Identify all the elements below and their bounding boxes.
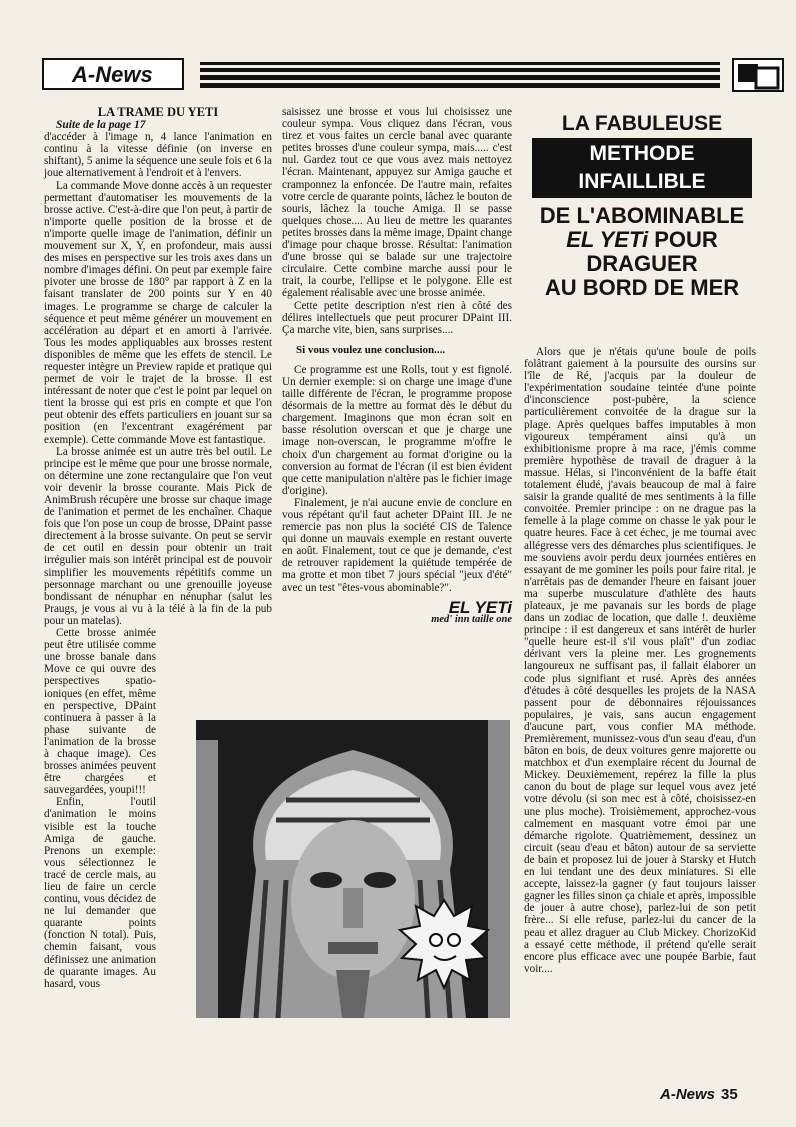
subheading: Si vous voulez une conclusion.... [296,343,446,356]
page-number: 35 [721,1086,738,1103]
title-line: DE L'ABOMINABLE [539,203,745,228]
page-footer [660,1086,738,1103]
title-line: AU BORD DE MER [544,275,740,300]
right-article-title [532,112,752,300]
header-stripes [200,62,720,88]
title-line: METHODE [589,142,695,165]
pharaoh-illustration [196,720,510,1018]
title-line: DRAGUER [586,251,698,276]
left-article-narrow [44,627,156,990]
paragraph: La brosse animée est un autre très bel outil. Le principe est le même que pour une brosse normale, on détermine une zone rectangulaire que l'on veut voir devenir la brosse courante. Mais Pick de AnimBrush récupère une brosse sur chaque image de l'animation et permet de les enchaîner. Chaque fois que l'on pose un coup de brosse, DPaint passe directement à la brosse suivante. On peut se servir de cet outil en dessin pour obtenir un trait irrégulier mais son intérêt principal est de pouvoir simplifier les mouvements répétitifs comme un personnage marchant ou une grenouille joyeuse bondissant de nénuphar en nénuphar (salut les Praugs, je vous ai vu à la télé à la fin de la pub pour un matelas). [44,445,272,627]
title-banner [532,138,752,198]
title-line [532,228,752,252]
paragraph: d'accéder à l'image n, 4 lance l'animation en continu à la vitesse définie (on inverse en shiftant), 5 anime la séquence une seule fois et 6 la joue alternativement à l'endroit et à l'envers. [44,131,272,180]
window-icon [732,58,784,92]
paragraph: saisissez une brosse et vous lui choisissez une couleur sympa. Vous cliquez dans l'écran, vous tirez et vous faites un cercle banal avec quarante petites brosses d'une couleur sympa, mais..... c'est nul. Gardez tout ce que vous avez mais nettoyez l'écran. Maintenant, appuyez sur Amiga gauche et cramponnez la enfoncée. De l'autre main, refaites votre cercle de quarante points, lâchez le bouton de souris, lâchez la touche Amiga. Il se passe quelques chose.... Au lieu de mettre les quarantes petites brosses dans la même image, Dpaint change d'image pour chaque brosse. Résultat: l'animation d'une brosse qui se balade sur une trajectoire circulaire. Cette combine marche aussi pour le trait, la courbe, l'ellipse et le polygone. Elle est également réalisable avec une brosse animée. [282,106,512,300]
section-label-box [42,58,184,90]
paragraph: La commande Move donne accès à un requester permettant d'automatiser les mouvements de la brosse active. C'est-à-dire que l'on peut, à partir de n'importe quelle position de la brosse et de n'importe quelle image de l'animation, définir un mouvement sur X, Y, en profondeur, mais aussi des mises en perspective sur les trois axes dans un nombre d'images défini. On peut par exemple faire pivoter une brosse de 180° par rapport à Z en la faisant translater de 200 points sur Y en 40 images. Le programme se charge de calculer la séquence et peut même générer un mouvement en accélération au départ et en amorti à l'arrivée. Tous les modes appliquables aux brosses restent disponibles de même que les effets de stencil. Le requester intègre un Preview rapide et pratique qui permet de voir le trajet de la brosse. Il est intéressant de noter que c'est le point par lequel on tient la brosse qui est pris en compte et que l'on peut obtenir des effets particuliers en jouant sur sa position (en l'excentrant exagérément par exemple). Cette commande Move est fantastique. [44,179,272,446]
paragraph: Ce programme est une Rolls, tout y est fignolé. Un dernier exemple: si on charge une image d'une taille différente de l'écran, le programme propose désormais de la mettre au format dès le début du chargement. Imaginons que mon écran soit en basse résolution overscan et que je charge une image non-overscan, le programme m'offre le choix d'un chargement au format d'origine ou la conversion au format de l'écran (il est bien évident que cette manipulation n'altère pas le fichier image d'origine). [282,363,512,497]
continuation-note: Suite de la page 17 [56,119,146,132]
right-article [524,346,756,975]
title-line: LA FABULEUSE [561,112,723,135]
pharaoh-mask-image [196,720,510,1018]
section-title: A-News [72,62,153,87]
article-title: LA TRAME DU YETI [97,105,219,119]
paragraph: Finalement, je n'ai aucune envie de conclure en vous répétant qu'il faut acheter DPaint III. Je ne remercie pas non plus la société CIS de Talence qui donne un mauvais exemple en restant ouverte en août. Finalement, tout ce que je demande, c'est de retrouver rapidement la quiétude tempérée de ma grotte et mon tibet 7 jours spécial "jeux d'été" avec un test "êtes-vous abominable?". [282,496,512,594]
title-name: EL YETi [566,227,649,252]
paragraph: Cette petite description n'est rien à côté des délires intellectuels que peut procurer DPaint III. Ça marche vite, bien, sans surprises.... [282,299,512,336]
paragraph: Cette brosse animée peut être utilisée comme une brosse banale dans Move ce qui ouvre des perspectives spatio-ioniques (en effet, même en perspective, DPaint continuera à passer à la phase suivante de l'animation de la brosse à chaque image). Ces brosses animées peuvent être chargées et sauvegardées, youpi!!! [44,627,156,797]
title-line: INFAILLIBLE [578,170,706,193]
footer-magazine: A-News [660,1086,716,1103]
paragraph: Alors que je n'étais qu'une boule de poils folâtrant gaiement à la poursuite des oursins sur l'île de Ré, j'acquis par la douleur de l'expérimentation soudaine teintée d'une pointe d'inconscience post-pubère, la science particulièrement convoitée de la drague sur la plage. Après quelques baffes imputables à mon vigoureux tempérament ainsi qu'à un exhibitionisme propre à ma race, j'émis comme première hypothèse de travail de draguer à la massue. Hélas, si l'inconvénient de la baffe était totalement éludé, j'avais beaucoup de mal à faire saisir la grande qualité de mes sentiments à la fille convoitée. Premier principe : on ne drague pas la femelle à la plage comme on chasse le yak pour le quatre heures. Face à cet échec, je me tournai avec allégresse vers des démarches plus scientifiques. Je me souviens avoir perdu deux journées entières en essayant de me gominer les poils pour faire rital. je n'arrêtais pas de demander l'heure en faisant jouer ma superbe musculature d'athlète des hauts plateaux, je me pavanais sur les bords de plage dans un zodiac de location, que dalle !. deuxième principe : il est dangereux et sans intérêt de hurler "quelle heure est-il s'il vous plaît" d'un zodiac dérivant vers la pleine mer. Les grognements langoureux ne suffisant pas, il fallait élaborer un code plus signifiant et rusé. Après des années d'études à côté desquelles les projets de la NASA passent pour de débonnaires réjouissances populaires, je vais, sans aucun engagement d'aucune part, vous confier MA méthode. Premièrement, munissez-vous d'un seau d'eau, d'un bâton en bois, de deux voitures genre majorette ou matchbox et d'un exemplaire récent du Journal de Mickey. Deuxièmement, repérez la fille la plus canon du bout de plage sur lequel vous avez jeté votre dévolu (si son mec est à côté, choisissez-en une plus moche). Troisièmement, approchez-vous calmement en masquant votre émoi par une démarche rigolote. Quatrièmement, dessinez un circuit (seau d'eau et bâton) autour de sa serviette de bain et proposez lui de jouer à Starsky et Hutch en lui tendant une des deux miniatures. Si elle accepte, laissez-la gagner (y faut toujours laisser gagner les filles sinon ça chiale et après, impossible de jouer à autre chose), parlez-lui de son petit frère... Si elle refuse, parlez-lui du cancer de la peau et allez draguer au Club Mickey. ChorizoKid a essayé cette méthode, il prétend qu'elle serait encore plus efficace avec une poupée Barbie, faut voir.... [524,346,756,975]
section-header [42,58,754,92]
author-subtitle: med' inn taille one [431,613,512,625]
title-word: POUR [648,227,718,252]
middle-column [282,106,512,626]
author-signature: EL YETi [448,597,512,617]
paragraph: Enfin, l'outil d'animation le moins visible est la touche Amiga de gauche. Prenons un exemple: vous sélectionnez le tracé de cercle mais, au lieu de faire un cercle continu, vous décidez de ne lui demander que quarante points (fonction N total). Puis, chemin faisant, vous définissez une animation de quarante images. Au hasard, vous [44,796,156,990]
